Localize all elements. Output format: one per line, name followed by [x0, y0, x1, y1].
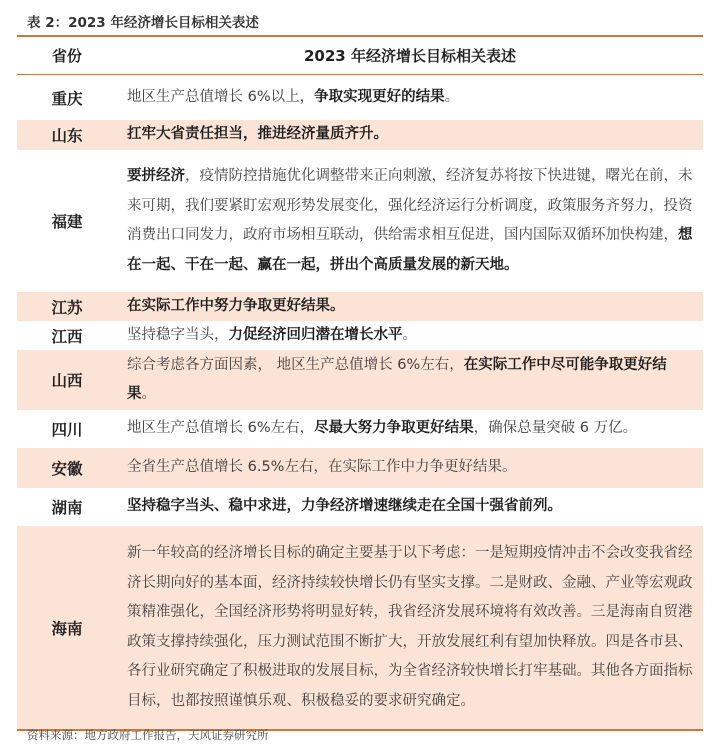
table-caption: 表 2：2023 年经济增长目标相关表述	[27, 15, 259, 31]
province-cell: 海南	[51, 619, 83, 638]
province-cell: 江西	[51, 327, 83, 346]
desc-text: ，疫情防控措施优化调整带来正向刺激，经济复苏将按下快进键，曙光在前，未来可期，我们要紧盯宏观形势发展变化，强化经济运行分析调度，政策服务齐努力，投资消费出口同发力，政府市场相互联动，供给需求相互促进，国内国际双循环加快构建，	[127, 168, 693, 243]
description-cell	[117, 292, 703, 322]
desc-text-bold: 争取实现更好的结果	[314, 88, 445, 105]
source-note: 资料来源：地方政府工作报告，天风证券研究所	[27, 728, 269, 742]
table-row-sichuan	[17, 410, 703, 448]
desc-text-bold: 力促经济回归潜在增长水平	[228, 326, 403, 343]
table-row-shanxi	[17, 350, 703, 410]
desc-text-bold: 在实际工作中尽可能争取更好结果	[127, 356, 667, 402]
province-cell: 山西	[51, 372, 83, 390]
description-cell	[117, 83, 703, 113]
desc-text: ，确保总量突破 6 万亿。	[473, 420, 638, 437]
desc-text-bold: 坚持稳字当头、稳中求进，力争经济增速继续走在全国十强省前列。	[127, 498, 562, 515]
desc-text-bold: 在实际工作中努力争取更好结果。	[127, 297, 345, 314]
description-cell	[117, 321, 703, 351]
table-row-jiangsu	[17, 292, 703, 321]
growth-target-table	[17, 35, 703, 731]
desc-text: 。	[444, 88, 460, 105]
table-row-hunan	[17, 488, 703, 526]
province-cell: 安徽	[51, 460, 83, 478]
desc-text: 综合考虑各方面因素， 地区生产总值增长 6%左右，	[127, 356, 464, 373]
desc-text: 地区生产总值增长 6%左右，	[127, 420, 315, 437]
table-row-chongqing	[17, 75, 703, 120]
province-cell: 湖南	[51, 499, 83, 517]
description-cell	[117, 492, 703, 522]
desc-text: 地区生产总值增长 6%以上，	[127, 88, 315, 105]
table-row-fujian	[17, 150, 703, 292]
desc-text-bold: 要拼经济	[127, 168, 185, 184]
desc-text: 新一年较高的经济增长目标的确定主要基于以下考虑：一是短期疫情冲击不会改变我省经济长期向好的基本面，经济持续较快增长仍有坚实支撑。二是财政、金融、产业等宏观政策精准强化，全国经济形势将明显好转，我省经济发展环境将有效改善。三是海南自贸港政策支撑持续强化，压力测试范围不断扩大，开放发展红利有望加快释放。四是各市县、各行业研究确定了积极进取的发展目标，为全省经济较快增长打牢基础。其他各方面指标目标，也都按照谨慎乐观、积极稳妥的要求研究确定。	[127, 545, 693, 709]
description-cell	[117, 453, 703, 483]
province-cell: 山东	[51, 127, 83, 145]
province-cell: 四川	[51, 421, 83, 439]
table-row-anhui	[17, 448, 703, 488]
desc-text-bold: 尽最大努力争取更好结果	[314, 420, 474, 437]
table-row-hainan	[17, 526, 703, 729]
desc-text: 。	[141, 386, 156, 402]
description-cell	[117, 351, 703, 410]
description-cell	[117, 414, 703, 444]
desc-text-bold: 扛牢大省责任担当，推进经济量质齐升。	[127, 126, 388, 143]
description-cell	[117, 162, 703, 280]
province-cell: 福建	[51, 213, 83, 231]
desc-text-bold: 想在一起、干在一起、赢在一起，拼出个高质量发展的新天地。	[127, 227, 693, 273]
header-description: 2023 年经济增长目标相关表述	[304, 47, 516, 65]
description-cell	[117, 120, 703, 150]
province-cell: 重庆	[51, 89, 83, 108]
table-header-row	[17, 37, 703, 75]
desc-text: 坚持稳字当头，	[127, 326, 229, 343]
header-province: 省份	[51, 47, 82, 65]
table-row-jiangxi	[17, 321, 703, 350]
table-row-shandong	[17, 120, 703, 150]
description-cell	[117, 539, 703, 716]
desc-text: 。	[402, 326, 417, 343]
desc-text: 全省生产总值增长 6.5%左右，在实际工作中力争更好结果。	[127, 459, 517, 476]
province-cell: 江苏	[51, 298, 83, 317]
